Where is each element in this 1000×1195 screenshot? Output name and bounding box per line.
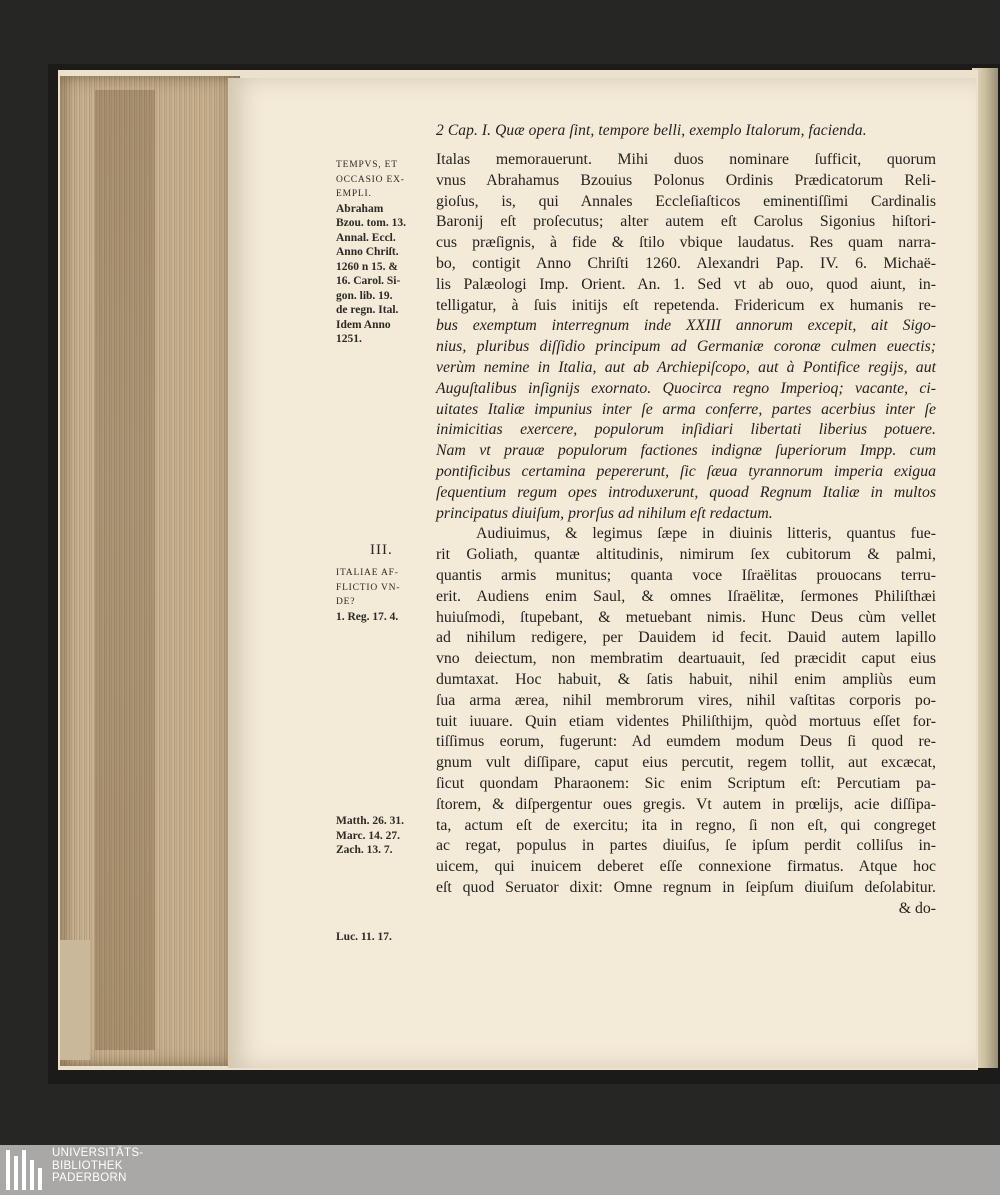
text-line: nius, pluribus diſſidio principum ad Germaniæ coronæ culmen euectis; <box>436 338 936 356</box>
text-line: pontificibus certamina pepererunt, ſic ſæua tyrannorum imperia exigua <box>436 462 936 480</box>
text-line: ac regat, populus in partes diuiſus, ſe ipſum perdit colliſus in- <box>436 837 936 855</box>
text-line: inimicitias exercere, populorum inſidiari libertati liberius potuere. <box>436 421 936 439</box>
text-line: ſua arma ærea, nihil membrorum vires, nihil vaſtitas corporis po- <box>436 691 936 709</box>
margin-note-sources: TEMPVS, ET OCCASIO EX- EMPLI. Abraham Bzou. tom. 13. Annal. Eccl. Anno Chriſt. 1260 n 15. & 16. Carol. Si- gon. lib. 19. de regn. Ital. Idem Anno 1251. <box>336 160 406 345</box>
text-line: vno deiectum, non membratim deartuauit, ſed præcidit caput eius <box>436 650 936 668</box>
text-line: dumtaxat. Hoc habuit, & ſatis habuit, nihil enim ampliùs eum <box>436 670 936 688</box>
text-line: principatus diuiſum, prorſus ad nihilum eſt redactum. <box>436 504 773 522</box>
library-footer-bar <box>0 1145 1000 1195</box>
catchword: & do- <box>898 899 936 917</box>
text-line: huiuſmodi, ſtupebant, & metuebant nimis. Hunc Deus cùm vellet <box>436 608 936 626</box>
library-name: UNIVERSITÄTS- BIBLIOTHEK PADERBORN <box>52 1147 144 1184</box>
text-line: ſicut quondam Pharaonem: Sic enim Scriptum eſt: Percutiam pa- <box>436 774 936 792</box>
text-line: lis Palæologi Imp. Orient. An. 1. Sed vt ab ouo, quod aiunt, in- <box>436 275 936 293</box>
text-line: uicem, qui inuicem deberet eſſe connexione firmatus. Atque hoc <box>436 858 936 876</box>
text-line: Italas memorauerunt. Mihi duos nominare ſufficit, quorum <box>436 151 936 168</box>
text-line: ſequentium regum opes introduxerunt, quoad Regnum Italiæ in multos <box>436 483 936 501</box>
text-line: quantis armis munitus; quanta voce Iſraëlitas prouocans terru- <box>436 566 936 584</box>
text-line: ta, actum eſt de exercitu; ita in regno, ſi non eſt, qui congreget <box>436 816 936 834</box>
text-line: Auguſtalibus inſignijs exornato. Quocirca regno Imperioq; vacante, ci- <box>436 379 936 397</box>
text-line: uitates Italiæ impunius inter ſe arma conferre, partes acerbius inter ſe <box>436 400 936 418</box>
library-logo-icon <box>4 1150 44 1190</box>
text-line: Baronij eſt proſecutus; alter autem eſt Carolus Sigonius hiſtori- <box>436 213 936 231</box>
text-line: erit. Audiens enim Saul, & omnes Iſraëlitæ, ſermones Philiſthæi <box>436 587 936 605</box>
text-line: ad nihilum redigere, per Dauidem id fecit. Dauid autem lapillo <box>436 629 936 647</box>
page-corner-tab <box>60 940 90 1060</box>
fore-edge-stain <box>95 90 155 1050</box>
text-line: rit Goliath, quantæ altitudinis, nimirum ſex cubitorum & palmi, <box>436 546 936 564</box>
text-line: telligatur, à ſuis initijs eſt repetenda. Fridericum ex humanis re- <box>436 296 936 314</box>
text-line: tiſſimus eorum, fugerunt: Ad eumdem modum Deus ſi quod re- <box>436 733 936 751</box>
text-line: vnus Abrahamus Bzouius Polonus Ordinis Prædicatorum Reli- <box>436 171 936 189</box>
text-line: ſtorem, & diſpergentur oues gregis. Vt autem in prœlijs, acie diſſipa- <box>436 795 936 813</box>
margin-note-gospels: Matth. 26. 31. Marc. 14. 27. Zach. 13. 7. <box>336 815 405 856</box>
margin-note-section: ITALIAE AF- FLICTIO VN- DE? 1. Reg. 17. 4. <box>336 568 401 623</box>
text-line: Audiuimus, & legimus ſæpe in diuinis litteris, quantus fue- <box>476 525 936 543</box>
main-text-block <box>436 150 936 919</box>
text-line: eſt quod Seruator dixit: Omne regnum in ſeipſum diuiſum deſolabitur. <box>436 878 936 896</box>
section-number: III. <box>370 542 393 558</box>
text-line: tuit iuuare. Quin etiam videntes Philiſthijm, quòd mortuus eſſet for- <box>436 712 936 730</box>
margin-note-luke: Luc. 11. 17. <box>336 931 392 943</box>
text-line: gnum vult diſſipare, caput eius percutit, regem tollit, aut excæcat, <box>436 754 936 772</box>
text-line: verùm nemine in Italia, aut ab Archiepiſcopo, aut à Pontifice regijs, aut <box>436 358 936 376</box>
text-line: bus exemptum interregnum inde XXIII annorum excepit, ait Sigo- <box>436 317 936 335</box>
running-header: 2 Cap. I. Quæ opera ſint, tempore belli, exemplo Italorum, facienda. <box>436 122 867 139</box>
text-line: bo, contigit Anno Chriſti 1260. Alexandri Pap. IV. 6. Michaë- <box>436 254 936 272</box>
text-line: Nam vt prauæ populorum factiones indignæ ſuperiorum Impp. cum <box>436 442 936 460</box>
text-line: cus præſignis, à fide & ſtilo vbique laudatus. Res quam narra- <box>436 234 936 252</box>
text-line: gioſus, is, qui Annales Eccleſiaſticos eminentiſſimi Cardinalis <box>436 192 936 210</box>
